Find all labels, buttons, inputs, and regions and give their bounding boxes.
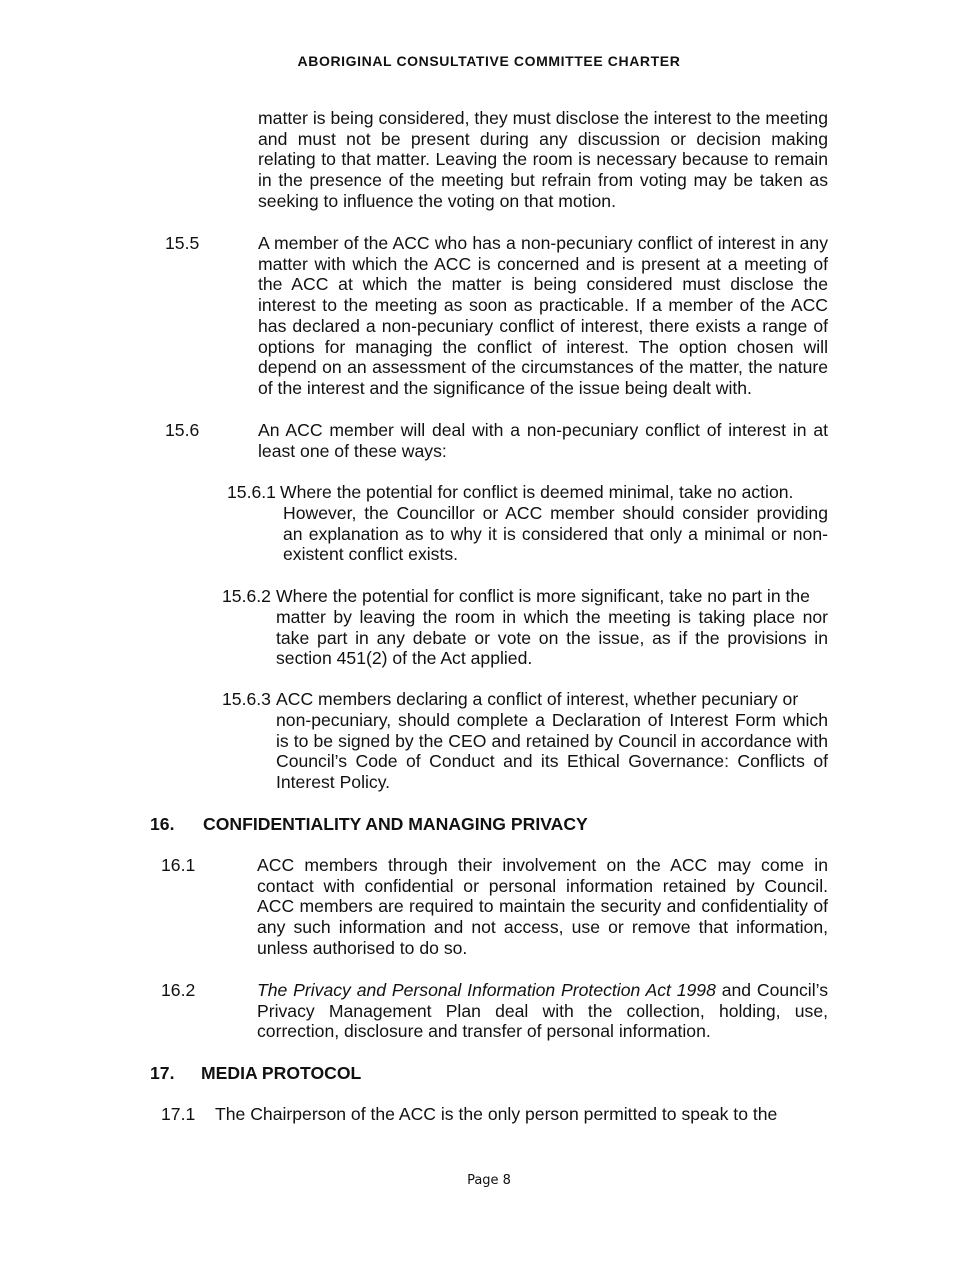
clause-15-6-3-first-line: ACC members declaring a conflict of interest, whether pecuniary or (276, 689, 799, 709)
page-number: Page 8 (467, 1173, 511, 1188)
clause-number-15-6-3: 15.6.3 (222, 689, 271, 709)
section-16-heading: CONFIDENTIALITY AND MANAGING PRIVACY (203, 814, 588, 834)
document-header: ABORIGINAL CONSULTATIVE COMMITTEE CHARTER (297, 53, 681, 69)
clause-16-2-text: and Council’s Privacy Management Plan deal with the collection, holding, use, correction, disclosure and transfer of personal information. (257, 980, 828, 1042)
clause-16-2-paragraph (257, 980, 828, 1042)
continuation-paragraph: matter is being considered, they must disclose the interest to the meeting and must not be present during any discussion or decision making relating to that matter. Leaving the room is necessary because to remain in the presence of the meeting but refrain from voting may be taken as seeking to influence the voting on that motion. (258, 108, 828, 211)
clause-number-17-1: 17.1 (161, 1104, 196, 1124)
clause-15-6-3-text: non-pecuniary, should complete a Declaration of Interest Form which is to be signed by the CEO and retained by Council in accordance with Council’s Code of Conduct and its Ethical Governance: Conflicts of Interest Policy. (276, 710, 828, 793)
section-17-number: 17. (150, 1063, 175, 1083)
clause-number-15-6-2: 15.6.2 (222, 586, 271, 606)
section-17-heading: MEDIA PROTOCOL (201, 1063, 362, 1083)
clause-number-15-6: 15.6 (165, 420, 200, 440)
clause-15-6-text: An ACC member will deal with a non-pecuniary conflict of interest in at least one of these ways: (258, 420, 828, 461)
clause-15-6-1-text: However, the Councillor or ACC member should consider providing an explanation as to why it is considered that only a minimal or non-existent conflict exists. (283, 503, 828, 565)
clause-15-6-2-first-line: Where the potential for conflict is more significant, take no part in the (276, 586, 810, 606)
clause-15-6-2-text: matter by leaving the room in which the meeting is taking place nor take part in any debate or vote on the issue, as if the provisions in section 451(2) of the Act applied. (276, 607, 828, 669)
clause-number-16-1: 16.1 (161, 855, 196, 875)
clause-number-15-5: 15.5 (165, 233, 200, 253)
clause-number-15-6-1: 15.6.1 (227, 482, 276, 502)
clause-17-1-text: The Chairperson of the ACC is the only person permitted to speak to the (215, 1104, 778, 1124)
clause-16-1-text: ACC members through their involvement on the ACC may come in contact with confidential or personal information retained by Council. ACC members are required to maintain the security and confidentiality of any such information and not access, use or remove that information, unless authorised to do so. (257, 855, 828, 958)
clause-number-16-2: 16.2 (161, 980, 196, 1000)
section-16-number: 16. (150, 814, 175, 834)
act-title: The Privacy and Personal Information Protection Act 1998 (257, 980, 716, 1000)
clause-15-5-text: A member of the ACC who has a non-pecuniary conflict of interest in any matter with which the ACC is concerned and is present at a meeting of the ACC at which the matter is being considered must disclose the interest to the meeting as soon as practicable. If a member of the ACC has declared a non-pecuniary conflict of interest, there exists a range of options for managing the conflict of interest. The option chosen will depend on an assessment of the circumstances of the matter, the nature of the interest and the significance of the issue being dealt with. (258, 233, 828, 398)
clause-15-6-1-first-line: Where the potential for conflict is deemed minimal, take no action. (280, 482, 794, 502)
